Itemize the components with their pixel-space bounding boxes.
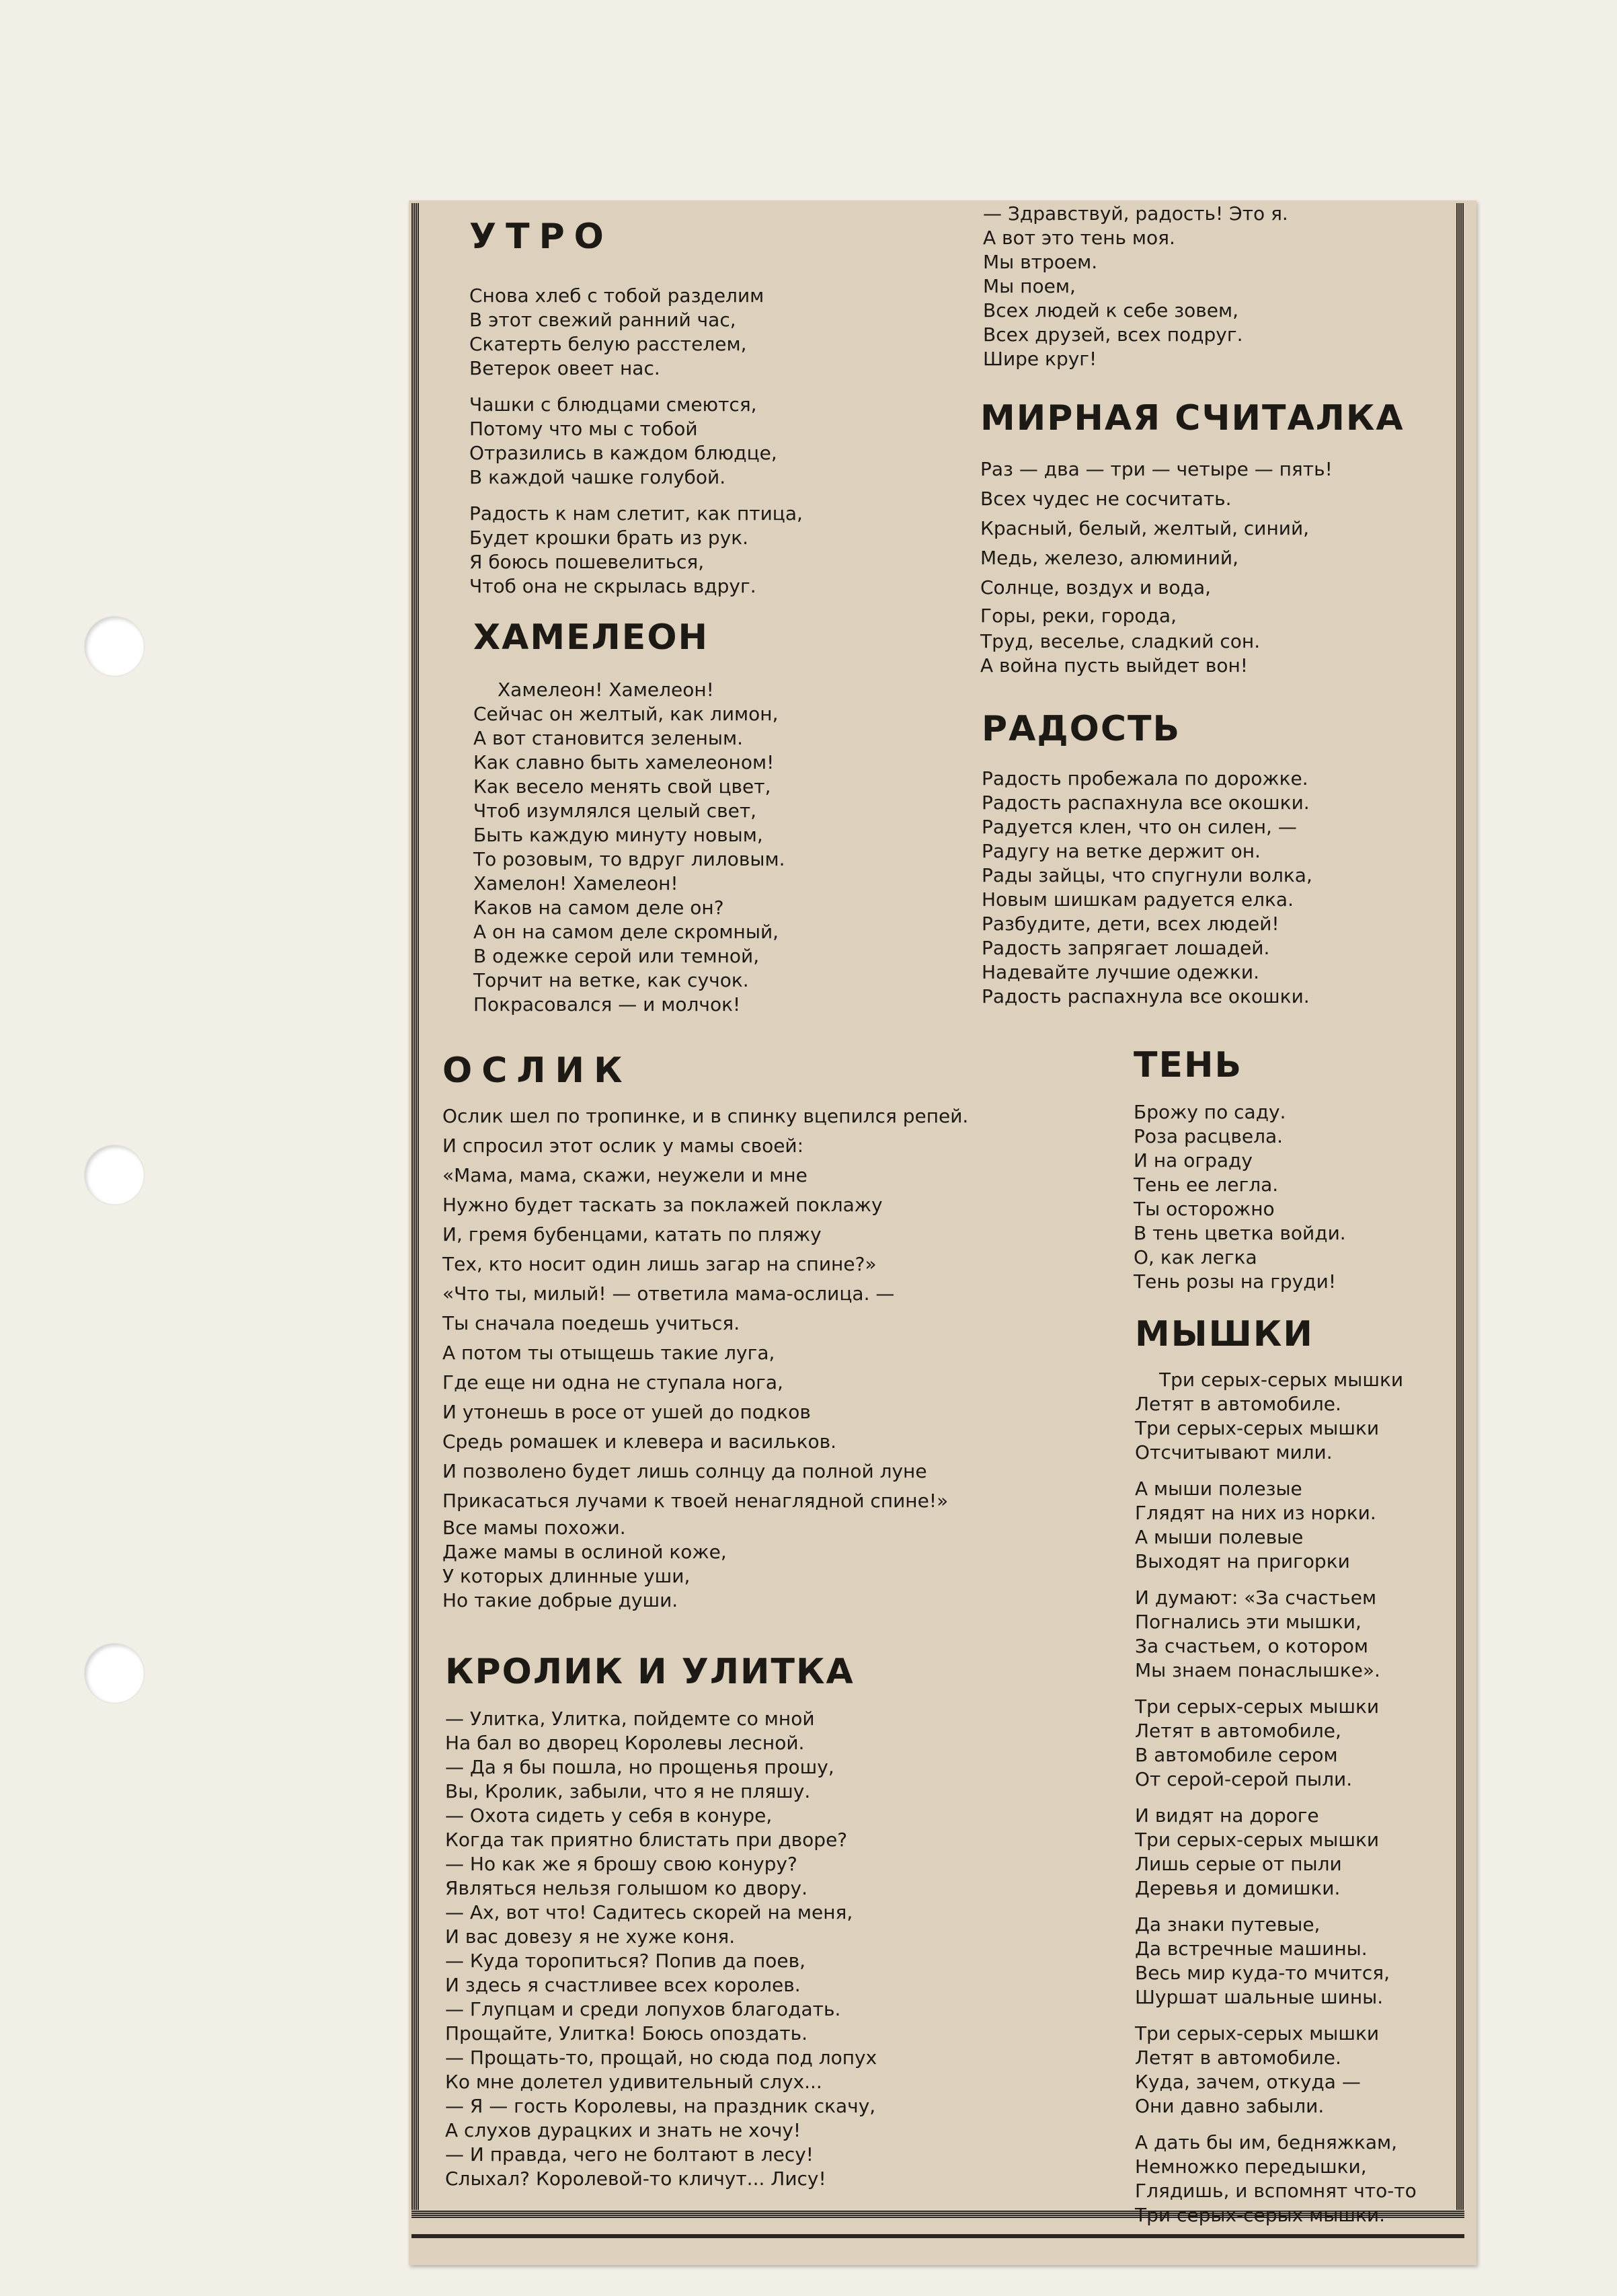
poem-line: А война пусть выйдет вон! xyxy=(980,654,1249,677)
poem-line: Три серых-серых мышки xyxy=(1135,1695,1380,1718)
stanza xyxy=(1135,1695,1417,1792)
poem-line: Разбудите, дети, всех людей! xyxy=(982,913,1279,935)
poem-title: МИРНАЯ СЧИТАЛКА xyxy=(980,398,1405,438)
stanza xyxy=(1135,2022,1417,2118)
binder-hole-middle xyxy=(85,1145,144,1204)
poem-line: — Глупцам и среди лопухов благодать. xyxy=(445,1998,841,2020)
poem-line: Ветерок овеет нас. xyxy=(469,357,660,379)
poem-krolik xyxy=(445,1652,877,2191)
poem-line: Всех друзей, всех подруг. xyxy=(983,323,1243,346)
poem-title: ОСЛИК xyxy=(442,1050,632,1091)
poem-line: Летят в автомобиле, xyxy=(1135,1720,1341,1742)
poem-line: — Я — гость Королевы, на праздник скачу, xyxy=(445,2095,876,2117)
poem-line: В автомобиле сером xyxy=(1135,1744,1338,1766)
poem-line: Три серых-серых мышки xyxy=(1159,1369,1404,1391)
poem-line: Мы знаем понаслышке». xyxy=(1135,1659,1380,1681)
poem-title: ХАМЕЛЕОН xyxy=(473,617,709,658)
poem-body xyxy=(983,202,1288,371)
poem-line: И на ограду xyxy=(1134,1149,1253,1172)
poem-line: Нужно будет таскать за поклажей поклажу xyxy=(442,1194,883,1216)
poem-line: Летят в автомобиле. xyxy=(1135,2046,1341,2069)
poem-line: Три серых-серых мышки. xyxy=(1135,2204,1385,2226)
poem-line: О, как легка xyxy=(1134,1246,1257,1268)
poem-line: Горы, реки, города, xyxy=(980,605,1177,627)
poem-line: И здесь я счастливее всех королев. xyxy=(445,1974,801,1996)
poem-line: Даже мамы в ослиной коже, xyxy=(442,1541,727,1563)
stanza xyxy=(1135,1804,1417,1901)
poem-line: Радость запрягает лошадей. xyxy=(982,937,1270,959)
poem-line: Покрасовался — и молчок! xyxy=(473,993,741,1016)
poem-line: Глядишь, и вспомнят что-то xyxy=(1135,2180,1417,2202)
poem-line: Радость распахнула все окошки. xyxy=(982,985,1310,1007)
poem-ten xyxy=(1134,1045,1346,1294)
poem-line: А он на самом деле скромный, xyxy=(473,921,779,943)
stanza xyxy=(1135,2131,1417,2227)
poem-body xyxy=(445,1707,877,2191)
poem-myshki xyxy=(1135,1314,1417,2240)
poem-line: — И правда, чего не болтают в лесу! xyxy=(445,2143,814,2166)
poem-line: Роза расцвела. xyxy=(1134,1125,1284,1147)
poem-title: МЫШКИ xyxy=(1135,1314,1314,1354)
poem-line: В этот свежий ранний час, xyxy=(469,309,736,331)
poem-line: Радость к нам слетит, как птица, xyxy=(469,502,803,525)
poem-line: Торчит на ветке, как сучок. xyxy=(473,969,749,991)
poem-line: Тень ее легла. xyxy=(1134,1174,1279,1196)
poem-line: А мыши полевые xyxy=(1135,1526,1304,1548)
poem-title: ТЕНЬ xyxy=(1134,1045,1243,1085)
poem-line: Но такие добрые души. xyxy=(442,1589,678,1611)
poem-line: Быть каждую минуту новым, xyxy=(473,824,763,846)
poem-line: Средь ромашек и клевера и васильков. xyxy=(442,1430,837,1453)
poem-line: Немножко передышки, xyxy=(1135,2155,1367,2178)
poem-line: Тень розы на груди! xyxy=(1134,1270,1337,1293)
stanza xyxy=(1135,1586,1417,1683)
poem-line: Три серых-серых мышки xyxy=(1135,1417,1380,1439)
poem-line: — Ах, вот что! Садитесь скорей на меня, xyxy=(445,1901,853,1923)
poem-line: Тех, кто носит один лишь загар на спине?» xyxy=(442,1253,877,1275)
poem-line: Будет крошки брать из рук. xyxy=(469,527,749,549)
poem-line: Лишь серые от пыли xyxy=(1135,1853,1342,1875)
poem-line: Новым шишкам радуется елка. xyxy=(982,888,1294,911)
poem-line: — Куда торопиться? Попив да поев, xyxy=(445,1950,806,1972)
right-border-rule xyxy=(1456,203,1464,2211)
poem-line: Труд, веселье, сладкий сон. xyxy=(980,630,1261,652)
poem-line: А дать бы им, бедняжкам, xyxy=(1135,2131,1398,2153)
poem-line: — Охота сидеть у себя в конуре, xyxy=(445,1804,773,1827)
poem-line: Хамелон! Хамелеон! xyxy=(473,872,678,894)
poem-zdravstvuy xyxy=(983,202,1288,371)
poem-title: КРОЛИК И УЛИТКА xyxy=(445,1652,855,1692)
poem-body xyxy=(982,767,1312,1009)
poem-radost xyxy=(982,709,1312,1009)
poem-line: Ты сначала поедешь учиться. xyxy=(442,1312,740,1334)
poem-line: В каждой чашке голубой. xyxy=(469,466,726,488)
poem-schitalka xyxy=(980,398,1405,678)
poem-line: Снова хлеб с тобой разделим xyxy=(469,284,764,307)
poem-line: И, гремя бубенцами, катать по пляжу xyxy=(442,1223,822,1246)
poem-line: Мы втроем. xyxy=(983,251,1098,273)
binder-hole-bottom xyxy=(85,1644,144,1703)
poem-line: И вас довезу я не хуже коня. xyxy=(445,1925,736,1948)
poem-line: А потом ты отыщешь такие луга, xyxy=(442,1342,775,1364)
poem-line: Каков на самом деле он? xyxy=(473,896,724,919)
poem-line: И утонешь в росе от ушей до подков xyxy=(442,1401,811,1423)
poem-line: И видят на дороге xyxy=(1135,1804,1319,1827)
poem-line: В тень цветка войди. xyxy=(1134,1222,1346,1244)
poem-line: Они давно забыли. xyxy=(1135,2095,1325,2117)
poem-line: Скатерть белую расстелем, xyxy=(469,333,747,355)
poem-line: Глядят на них из норки. xyxy=(1135,1502,1376,1524)
poem-line: Рады зайцы, что спугнули волка, xyxy=(982,864,1312,886)
poem-line: — Улитка, Улитка, пойдемте со мной xyxy=(445,1708,815,1730)
poem-body xyxy=(1135,1368,1417,2227)
poem-line: Отсчитывают мили. xyxy=(1135,1441,1333,1463)
poem-title: РАДОСТЬ xyxy=(982,709,1181,749)
poem-line: «Что ты, милый! — ответила мама-ослица. — xyxy=(442,1283,895,1305)
stanza xyxy=(1135,1368,1417,1465)
poem-line: За счастьем, о котором xyxy=(1135,1635,1369,1657)
poem-line: Хамелеон! Хамелеон! xyxy=(498,679,714,701)
poem-line: От серой-серой пыли. xyxy=(1135,1768,1353,1790)
poem-line: Куда, зачем, откуда — xyxy=(1135,2071,1361,2093)
poem-line: — Здравствуй, радость! Это я. xyxy=(983,202,1288,225)
poem-utro xyxy=(469,217,803,611)
left-border-rule xyxy=(411,203,420,2211)
poem-body xyxy=(442,1102,968,1613)
poem-line: На бал во дворец Королевы лесной. xyxy=(445,1732,805,1754)
poem-line: Я боюсь пошевелиться, xyxy=(469,551,705,573)
poem-line: То розовым, то вдруг лиловым. xyxy=(473,848,785,870)
binder-hole-top xyxy=(85,617,144,676)
stanza xyxy=(469,284,803,381)
poem-line: Радость пробежала по дорожке. xyxy=(982,767,1308,790)
poem-line: Как весело менять свой цвет, xyxy=(473,775,771,798)
poem-line: Раз — два — три — четыре — пять! xyxy=(980,458,1333,480)
poem-line: У которых длинные уши, xyxy=(442,1565,691,1587)
stanza xyxy=(1135,1913,1417,2010)
poem-line: Шуршат шальные шины. xyxy=(1135,1986,1384,2008)
poem-line: Три серых-серых мышки xyxy=(1135,1829,1380,1851)
poem-line: Да знаки путевые, xyxy=(1135,1913,1320,1936)
poem-line: Ко мне долетел удивительный слух... xyxy=(445,2071,822,2093)
poem-line: Ты осторожно xyxy=(1134,1198,1275,1220)
poem-body xyxy=(1134,1100,1346,1294)
poem-line: Вы, Кролик, забыли, что я не пляшу. xyxy=(445,1780,811,1802)
poem-line: Деревья и домишки. xyxy=(1135,1877,1341,1899)
poem-line: Прикасаться лучами к твоей ненаглядной спине!» xyxy=(442,1490,949,1512)
poem-line: А вот это тень моя. xyxy=(983,227,1175,249)
poem-line: Радугу на ветке держит он. xyxy=(982,840,1261,862)
poem-line: Все мамы похожи. xyxy=(442,1517,626,1539)
poem-line: Где еще ни одна не ступала нога, xyxy=(442,1371,783,1393)
poem-line: — Да я бы пошла, но прощенья прошу, xyxy=(445,1756,834,1778)
poem-line: Медь, железо, алюминий, xyxy=(980,547,1238,569)
poem-line: — Прощать-то, прощай, но сюда под лопух xyxy=(445,2046,877,2069)
poem-line: Солнце, воздух и вода, xyxy=(980,576,1212,599)
poem-line: Как славно быть хамелеоном! xyxy=(473,751,775,773)
poem-body xyxy=(980,455,1405,678)
poem-line: Чашки с блюдцами смеются, xyxy=(469,393,757,416)
poem-line: Выходят на пригорки xyxy=(1135,1550,1350,1572)
poem-line: Ослик шел по тропинке, и в спинку вцепился репей. xyxy=(442,1105,969,1127)
poem-line: Сейчас он желтый, как лимон, xyxy=(473,703,779,725)
poem-body xyxy=(473,678,785,1017)
poem-line: Красный, белый, желтый, синий, xyxy=(980,517,1310,539)
poem-line: «Мама, мама, скажи, неужели и мне xyxy=(442,1164,807,1186)
poem-line: Погнались эти мышки, xyxy=(1135,1611,1362,1633)
poem-line: Отразились в каждом блюдце, xyxy=(469,442,777,464)
poem-body xyxy=(469,284,803,599)
poem-line: Радуется клен, что он силен, — xyxy=(982,816,1297,838)
stanza xyxy=(1135,1477,1417,1574)
poem-line: Мы поем, xyxy=(983,275,1076,297)
poem-line: А слухов дурацких и знать не хочу! xyxy=(445,2119,801,2141)
poem-line: И позволено будет лишь солнцу да полной луне xyxy=(442,1460,927,1482)
poem-line: И спросил этот ослик у мамы своей: xyxy=(442,1135,804,1157)
poem-line: — Но как же я брошу свою конуру? xyxy=(445,1853,797,1875)
poem-line: Чтоб изумлялся целый свет, xyxy=(473,800,757,822)
poem-line: Да встречные машины. xyxy=(1135,1938,1368,1960)
poem-line: А мыши полезые xyxy=(1135,1478,1302,1500)
poem-line: Три серых-серых мышки xyxy=(1135,2022,1380,2044)
poem-line: Всех людей к себе зовем, xyxy=(983,299,1239,321)
poem-hameleon xyxy=(473,617,785,1017)
poem-line: Летят в автомобиле. xyxy=(1135,1393,1341,1415)
poem-line: И думают: «За счастьем xyxy=(1135,1586,1377,1609)
poem-line: Чтоб она не скрылась вдруг. xyxy=(469,575,756,597)
poem-line: Прощайте, Улитка! Боюсь опоздать. xyxy=(445,2022,808,2044)
poem-line: В одежке серой или темной, xyxy=(473,945,760,967)
poem-line: Весь мир куда-то мчится, xyxy=(1135,1962,1390,1984)
poem-line: Потому что мы с тобой xyxy=(469,418,698,440)
poem-oslik xyxy=(442,1050,968,1613)
poem-line: Всех чудес не сосчитать. xyxy=(980,488,1232,510)
poem-line: Являться нельзя голышом ко двору. xyxy=(445,1877,808,1899)
poem-line: Брожу по саду. xyxy=(1134,1101,1286,1123)
poem-line: Надевайте лучшие одежки. xyxy=(982,961,1259,983)
poem-line: Шире круг! xyxy=(983,348,1097,370)
stanza xyxy=(469,393,803,490)
poem-line: Слыхал? Королевой-то кличут... Лису! xyxy=(445,2168,826,2190)
poem-line: Радость распахнула все окошки. xyxy=(982,792,1310,814)
poem-line: А вот становится зеленым. xyxy=(473,727,744,749)
stanza xyxy=(469,502,803,599)
poem-line: Когда так приятно блистать при дворе? xyxy=(445,1829,848,1851)
poem-title: УТРО xyxy=(469,217,613,257)
